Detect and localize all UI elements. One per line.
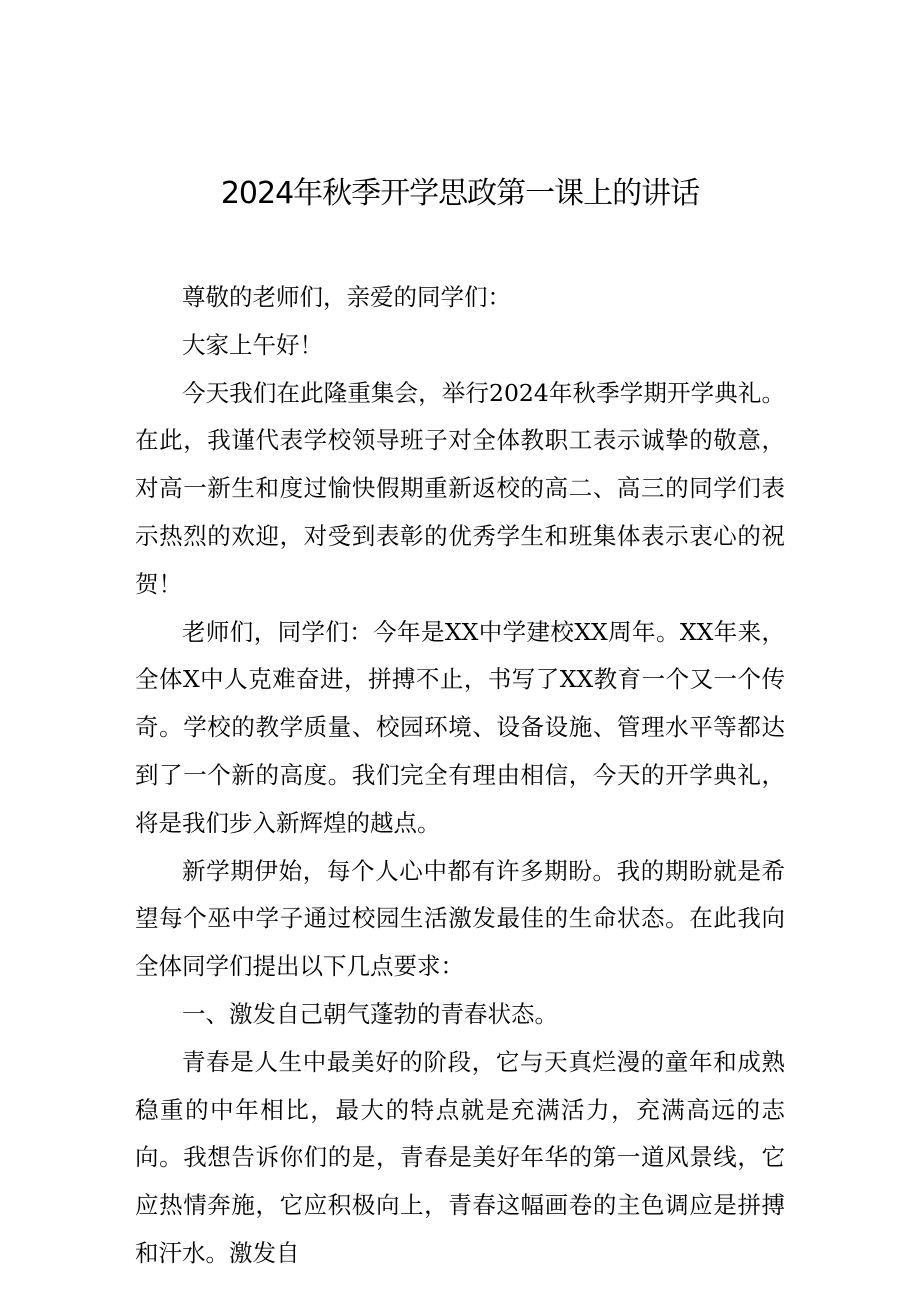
paragraph-anniversary: 老师们，同学们：今年是XX中学建校XX周年。XX年来，全体X中人克难奋进，拼搏不止，书写了XX教育一个又一个传奇。学校的教学质量、校园环境、设备设施、管理水平等都达到了一个新的高度。我们完全有理由相信，今天的开学典礼，将是我们步入新辉煌的越点。: [135, 617, 785, 837]
paragraph-expectations: 新学期伊始，每个人心中都有许多期盼。我的期盼就是希望每个巫中学子通过校园生活激发最佳的生命状态。在此我向全体同学们提出以下几点要求：: [135, 856, 785, 981]
paragraph-youth: 青春是人生中最美好的阶段，它与天真烂漫的童年和成熟稳重的中年相比，最大的特点就是充满活力，充满高远的志向。我想告诉你们的是，青春是美好年华的第一道风景线，它应热情奔施，它应积极向上，青春这幅画卷的主色调应是拼搏和汗水。激发自: [135, 1047, 785, 1267]
document-title: 2024年秋季开学思政第一课上的讲话: [220, 176, 700, 211]
greeting-line: 尊敬的老师们，亲爱的同学们：: [182, 283, 511, 311]
section-heading: 一、激发自己朝气蓬勃的青春状态。: [182, 999, 558, 1028]
paragraph-opening: 今天我们在此隆重集会，举行2024年秋季学期开学典礼。在此，我谨代表学校领导班子对全体教职工表示诚挚的敬意，对高一新生和度过愉快假期重新返校的高二、高三的同学们表示热烈的欢迎，对受到表彰的优秀学生和班集体表示衷心的祝贺！: [135, 378, 785, 598]
speech-body: [135, 274, 785, 1278]
hello-line: 大家上午好！: [182, 330, 323, 359]
